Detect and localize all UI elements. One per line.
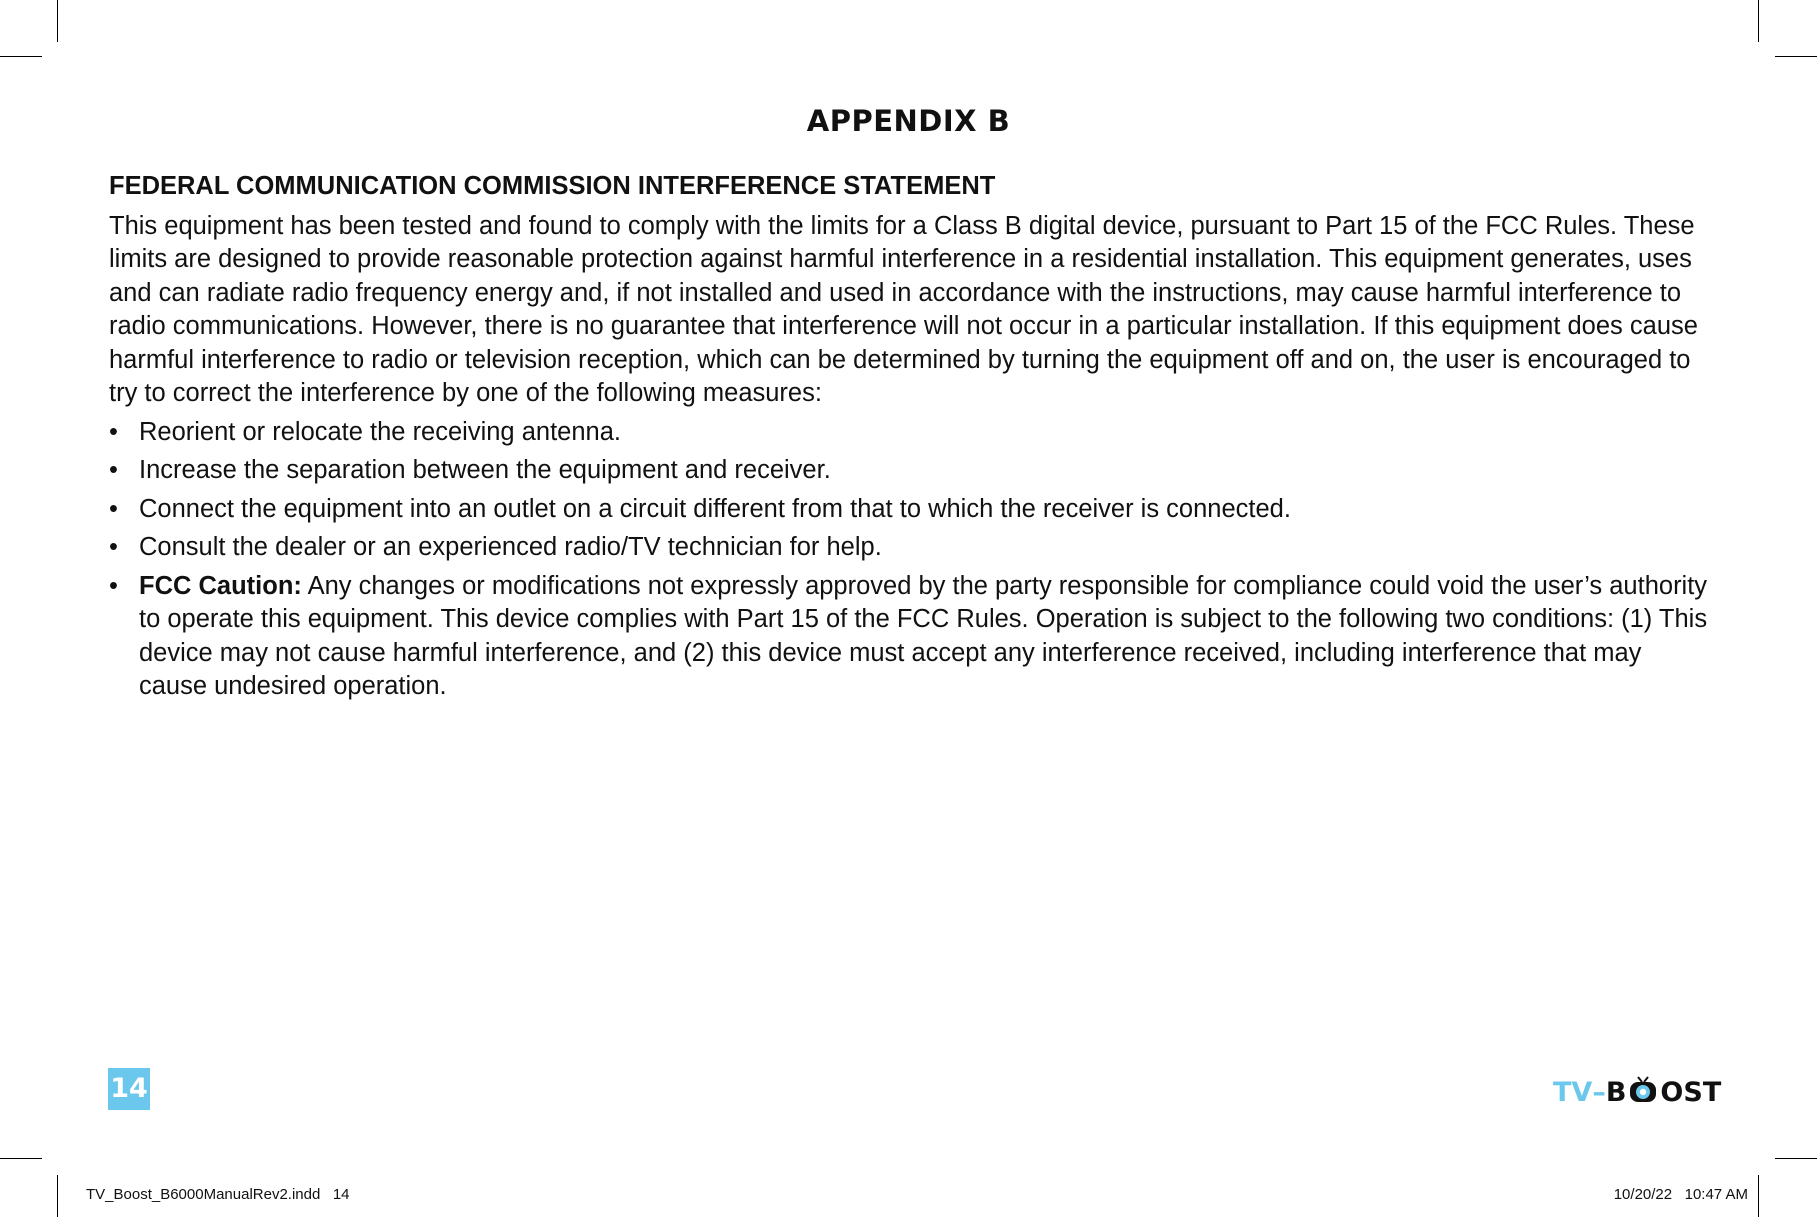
- list-item-text: Reorient or relocate the receiving antenna.: [139, 417, 621, 446]
- list-item: [109, 531, 1709, 565]
- list-item: [109, 454, 1709, 488]
- list-item: [109, 493, 1709, 527]
- section-heading: FEDERAL COMMUNICATION COMMISSION INTERFERENCE STATEMENT: [109, 172, 996, 200]
- list-item: [109, 416, 1709, 450]
- bullet-icon: •: [109, 533, 118, 561]
- page-title: APPENDIX B: [806, 104, 1011, 138]
- intro-paragraph: This equipment has been tested and found to comply with the limits for a Class B digital device, pursuant to Part 15 of the FCC Rules. These limits are designed to provide reasonable protection against harmful interference in a residential installation. This equipment generates, uses and can radiate radio frequency energy and, if not installed and used in accordance with the instructions, may cause harmful interference to radio communications. However, there is no guarantee that interference will not occur in a particular installation. If this equipment does cause harmful interference to radio or television reception, which can be determined by turning the equipment off and on, the user is encouraged to try to correct the interference by one of the following measures:: [109, 211, 1698, 407]
- crop-mark: [1758, 1175, 1759, 1217]
- list-item-text: Consult the dealer or an experienced radio/TV technician for help.: [139, 533, 882, 561]
- crop-mark: [57, 0, 58, 42]
- logo-prefix: TV–: [1553, 1076, 1606, 1108]
- tv-o-icon: [1627, 1079, 1659, 1105]
- main-content: [109, 170, 1709, 709]
- bullet-icon: •: [109, 494, 118, 523]
- crop-mark: [1775, 56, 1817, 57]
- crop-mark: [57, 1175, 58, 1217]
- bullet-icon: •: [109, 456, 118, 484]
- bullet-icon: •: [109, 571, 118, 600]
- caution-text: Any changes or modifications not expressly approved by the party responsible for compliance could void the user’s authority to operate this equipment. This device complies with Part 15 of the FCC Rules. Operation is subject to the following two conditions: (1) This device may not cause harmful interference, and (2) this device must accept any interference received, including interference that may cause undesired operation.: [139, 571, 1708, 700]
- crop-mark: [0, 56, 42, 57]
- slug-filename: TV_Boost_B6000ManualRev2.indd 14: [86, 1186, 350, 1203]
- slug-datetime: 10/20/22 10:47 AM: [1613, 1186, 1748, 1203]
- crop-mark: [1758, 0, 1759, 42]
- fcc-caution-item: [109, 570, 1709, 704]
- page-number: 14: [108, 1068, 150, 1110]
- bullet-icon: •: [109, 417, 118, 446]
- logo-rest: OST: [1660, 1076, 1722, 1108]
- tv-boost-logo: [1553, 1077, 1721, 1107]
- list-item-text: Connect the equipment into an outlet on a circuit different from that to which the receiver is connected.: [139, 494, 1291, 523]
- list-item-text: Increase the separation between the equipment and receiver.: [139, 456, 831, 484]
- measures-list: [109, 416, 1709, 704]
- crop-mark: [0, 1158, 42, 1159]
- caution-label: FCC Caution:: [139, 571, 302, 600]
- logo-b: B: [1605, 1076, 1627, 1108]
- crop-mark: [1775, 1158, 1817, 1159]
